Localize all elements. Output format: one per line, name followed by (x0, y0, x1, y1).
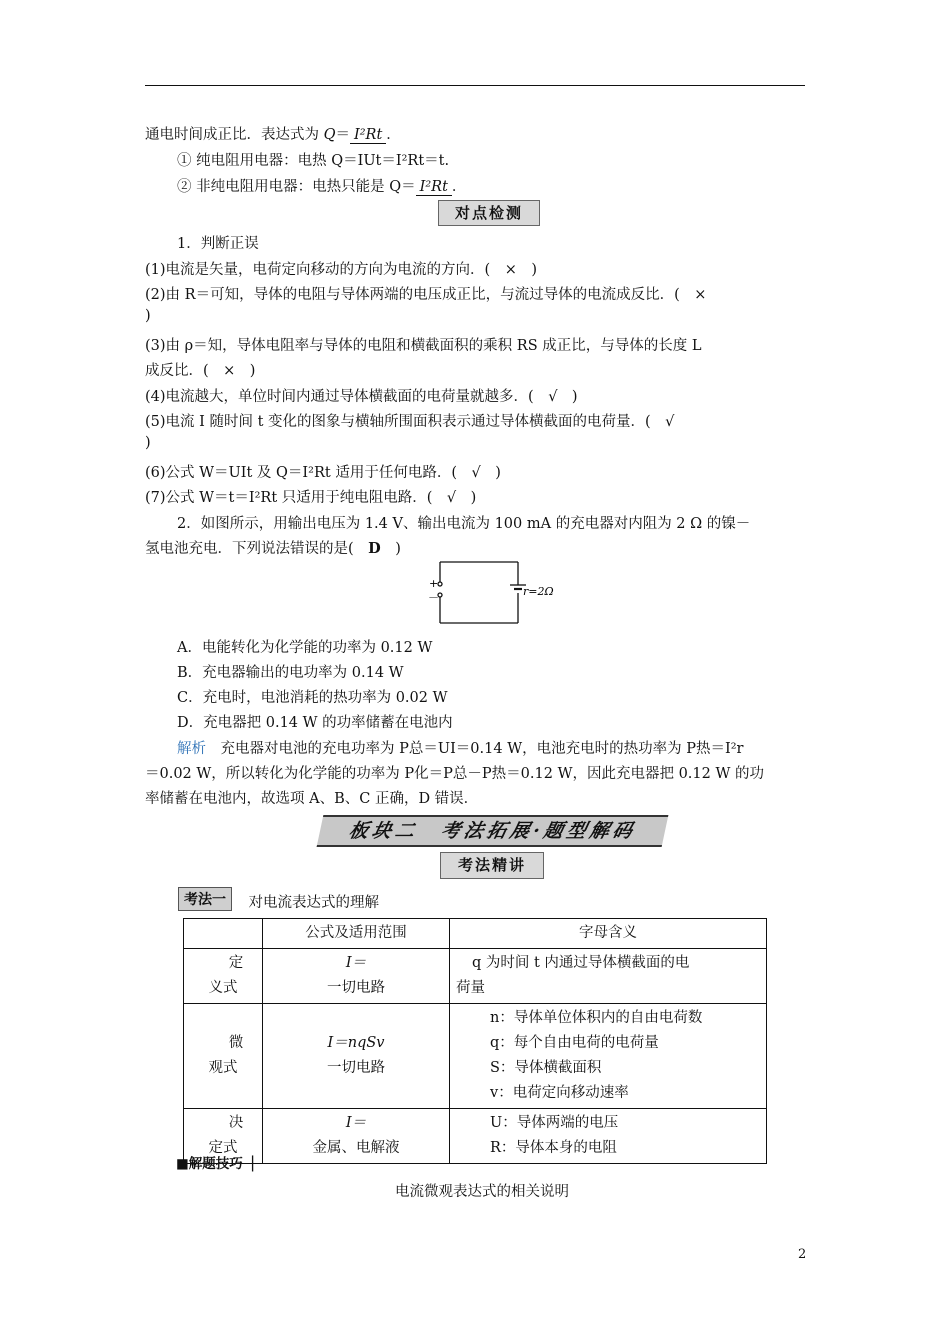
q2-option-c: C．充电时，电池消耗的热功率为 0.02 W (177, 690, 448, 706)
q1-item-5-cont: ) (145, 435, 151, 451)
q1-item-4: (4)电流越大，单位时间内通过导体横截面的电荷量就越多．( √ ) (145, 389, 578, 405)
table-row (184, 1004, 767, 1109)
row-meaning: n：导体单位体积内的自由电荷数 (490, 1010, 703, 1026)
table-cell-name (184, 949, 263, 1004)
current-formula-table (183, 918, 767, 1164)
q1-item-6: (6)公式 W＝UIt 及 Q＝I²Rt 适用于任何电路．( √ ) (145, 465, 501, 481)
table-cell-meaning (450, 949, 767, 1004)
analysis-label: 解析 (177, 741, 206, 757)
intro-line-1 (145, 123, 401, 144)
q2-option-d: D．充电器把 0.14 W 的功率储蓄在电池内 (177, 715, 453, 731)
row-meaning: v：电荷定向移动速率 (490, 1085, 629, 1101)
q2-answer: D (368, 540, 381, 557)
analysis-text-1: 充电器对电池的充电功率为 P总＝UI＝0.14 W，电池充电时的热功率为 P热＝I²r (206, 741, 744, 757)
q1-item-7: (7)公式 W＝t＝I²Rt 只适用于纯电阻电路．( √ ) (145, 490, 477, 506)
row-name-l2: 定式 (208, 1140, 238, 1156)
row-name-l1: 微 (228, 1035, 244, 1051)
table-cell-meaning (450, 1004, 767, 1109)
section-banner-check: 对点检测 (438, 200, 540, 226)
row-meaning: q：每个自由电荷的电荷量 (490, 1035, 659, 1051)
method-tag: 考法一 (178, 887, 232, 911)
circuit-minus-label: － (428, 591, 439, 604)
table-header-cell: 公式及适用范围 (263, 919, 450, 949)
q2-stem-1: 2．如图所示，用输出电压为 1.4 V、输出电流为 100 mA 的充电器对内阻为 2 Ω 的镍－ (177, 516, 751, 532)
intro-eq: ＝ (335, 127, 350, 143)
row-scope: 金属、电解液 (312, 1140, 400, 1156)
table-cell-meaning (450, 1109, 767, 1164)
terminal-plus (438, 582, 442, 586)
q1-item-2-cont: ) (145, 308, 151, 324)
q1-item-3: (3)由 ρ＝知，导体电阻率与导体的电阻和横截面积的乘积 RS 成正比，与导体的长度 L (145, 338, 702, 354)
section-sub-banner: 考法精讲 (440, 852, 544, 879)
intro-end: ． (386, 127, 401, 143)
q1-item-1: (1)电流是矢量，电荷定向移动的方向为电流的方向．( × ) (145, 262, 538, 278)
header-rule (145, 85, 805, 86)
row-meaning: q 为时间 t 内通过导体横截面的电 (472, 955, 690, 971)
row-meaning: U：导体两端的电压 (490, 1115, 619, 1131)
row-formula: I＝nqSv (327, 1035, 385, 1051)
intro-l3-text: ② 非纯电阻用电器：电热只能是 Q＝ (177, 179, 416, 195)
intro-q: Q (323, 127, 336, 143)
row-name-l1: 决 (228, 1115, 244, 1131)
table-row (184, 1109, 767, 1164)
row-name-l2: 观式 (208, 1060, 238, 1076)
intro-line-2: ① 纯电阻用电器：电热 Q＝IUt＝I²Rt＝t. (177, 153, 450, 169)
q2-analysis-3: 率储蓄在电池内，故选项 A、B、C 正确，D 错误． (145, 791, 479, 807)
fill-blank-2: I²Rt (416, 179, 452, 196)
row-meaning: 荷量 (456, 980, 485, 996)
q1-item-5: (5)电流 I 随时间 t 变化的图象与横轴所围面积表示通过导体横截面的电荷量．( √ (145, 414, 675, 430)
circuit-r-label: r=2Ω (523, 585, 554, 598)
circuit-plus-label: + (429, 577, 439, 590)
row-scope: 一切电路 (327, 1060, 385, 1076)
q2-analysis-2: ＝0.02 W，所以转化为化学能的功率为 P化＝P总－P热＝0.12 W，因此充电器把 0.12 W 的功 (145, 766, 764, 782)
fill-blank-1: I²Rt (350, 127, 386, 144)
q2-stem-text: 氢电池充电．下列说法错误的是( (145, 541, 369, 557)
row-name-l1: 定 (228, 955, 244, 971)
table-cell-formula (263, 949, 450, 1004)
tips-title: 电流微观表达式的相关说明 (395, 1184, 569, 1200)
table-row (184, 949, 767, 1004)
row-formula: I＝ (345, 955, 367, 971)
table-cell-formula (263, 1004, 450, 1109)
q2-option-a: A．电能转化为化学能的功率为 0.12 W (177, 640, 433, 656)
q2-analysis-1 (177, 737, 743, 758)
q2-stem-end: ) (380, 541, 401, 557)
row-name-l2: 义式 (208, 980, 238, 996)
q1-title: 1．判断正误 (177, 236, 259, 252)
table-cell-formula (263, 1109, 450, 1164)
q1-item-3-cont: 成反比．( × ) (145, 363, 256, 379)
intro-line-3 (177, 175, 466, 196)
charging-circuit-diagram (420, 555, 570, 630)
method-title: 对电流表达式的理解 (234, 895, 379, 911)
row-meaning: S：导体横截面积 (490, 1060, 602, 1076)
q2-stem-2 (145, 537, 401, 558)
tips-label: ■解题技巧▕ (176, 1156, 254, 1172)
table-header-cell: 字母含义 (450, 919, 767, 949)
page-number: 2 (798, 1247, 807, 1262)
table-header-cell (184, 919, 263, 949)
q1-item-2: (2)由 R＝可知，导体的电阻与导体两端的电压成正比，与流过导体的电流成反比．( × (145, 287, 707, 303)
row-meaning: R：导体本身的电阻 (490, 1140, 617, 1156)
table-cell-name (184, 1004, 263, 1109)
intro-text: 通电时间成正比．表达式为 (145, 127, 324, 143)
row-scope: 一切电路 (327, 980, 385, 996)
row-formula: I＝ (345, 1115, 367, 1131)
q2-option-b: B．充电器输出的电功率为 0.14 W (177, 665, 404, 681)
table-header-row (184, 919, 767, 949)
section-banner-2: 板块二 考法拓展·题型解码 (317, 815, 669, 847)
intro-l3-end: ． (451, 179, 467, 195)
